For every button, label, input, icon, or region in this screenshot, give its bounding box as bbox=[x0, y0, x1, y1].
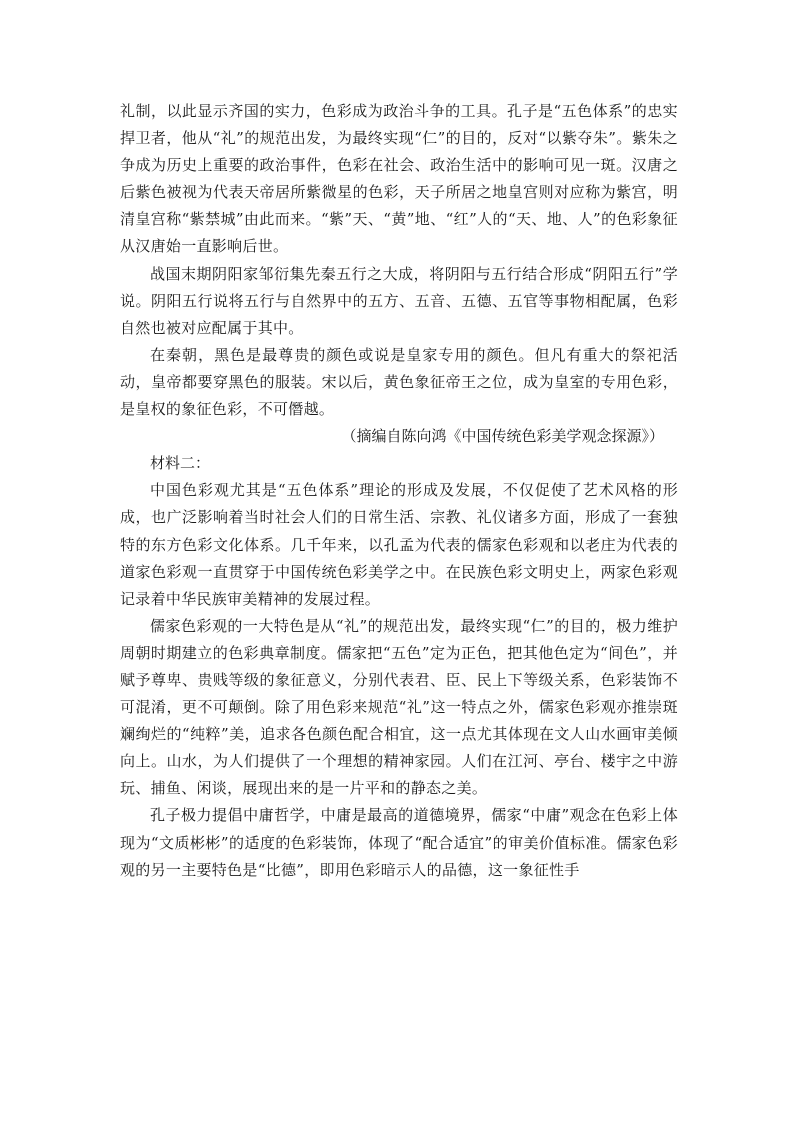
document-page bbox=[120, 98, 678, 884]
paragraph-yin-yang-five-elements: 战国末期阴阳家邹衍集先秦五行之大成，将阴阳与五行结合形成“阴阳五行”学说。阴阳五行说将五行与自然界中的五方、五音、五德、五官等事物相配属，色彩自然也被对应配属于其中。 bbox=[120, 264, 678, 337]
source-citation: （摘编自陈向鸿《中国传统色彩美学观念探源》） bbox=[341, 427, 664, 446]
paragraph-continued-ritual-colors: 礼制，以此显示齐国的实力，色彩成为政治斗争的工具。孔子是“五色体系”的忠实捍卫者，他从“礼”的规范出发，为最终实现“仁”的目的，反对“以紫夺朱”。紫朱之争成为历史上重要的政治事件，色彩在社会、政治生活中的影响可见一斑。汉唐之后紫色被视为代表天帝居所紫微星的色彩，天子所居之地皇宫则对应称为紫宫，明清皇宫称“紫禁城”由此而来。“紫”天、“黄”地、“红”人的“天、地、人”的色彩象征从汉唐始一直影响后世。 bbox=[120, 102, 678, 256]
paragraph-doctrine-of-mean: 孔子极力提倡中庸哲学，中庸是最高的道德境界，儒家“中庸”观念在色彩上体现为“文质彬彬”的适度的色彩装饰，体现了“配合适宜”的审美价值标准。儒家色彩观的另一主要特色是“比德”，即用色彩暗示人的品德，这一象征性手 bbox=[120, 806, 678, 879]
paragraph-qin-black-color: 在秦朝，黑色是最尊贵的颜色或说是皇家专用的颜色。但凡有重大的祭祀活动，皇帝都要穿黑色的服装。宋以后，黄色象征帝王之位，成为皇室的专用色彩，是皇权的象征色彩，不可僭越。 bbox=[120, 345, 678, 419]
paragraph-five-color-system: 中国色彩观尤其是“五色体系”理论的形成及发展，不仅促使了艺术风格的形成，也广泛影响着当时社会人们的日常生活、宗教、礼仪诸多方面，形成了一套独特的东方色彩文化体系。几千年来，以孔孟为代表的儒家色彩观和以老庄为代表的道家色彩观一直贯穿于中国传统色彩美学之中。在民族色彩文明史上，两家色彩观记录着中华民族审美精神的发展过程。 bbox=[120, 481, 678, 608]
paragraph-confucian-color-view: 儒家色彩观的一大特色是从“礼”的规范出发，最终实现“仁”的目的，极力维护周朝时期建立的色彩典章制度。儒家把“五色”定为正色，把其他色定为“间色”，并赋予尊卑、贵贱等级的象征意义，分别代表君、臣、民上下等级关系，色彩装饰不可混淆，更不可颠倒。除了用色彩来规范“礼”这一特点之外，儒家色彩观亦推崇斑斓绚烂的“纯粹”美，追求各色颜色配合相宜，这一点尤其体现在文人山水画审美倾向上。山水，为人们提供了一个理想的精神家园。人们在江河、亭台、楼宇之中游玩、捕鱼、闲谈，展现出来的是一片平和的静态之美。 bbox=[120, 616, 678, 798]
material-two-label: 材料二： bbox=[150, 454, 211, 473]
